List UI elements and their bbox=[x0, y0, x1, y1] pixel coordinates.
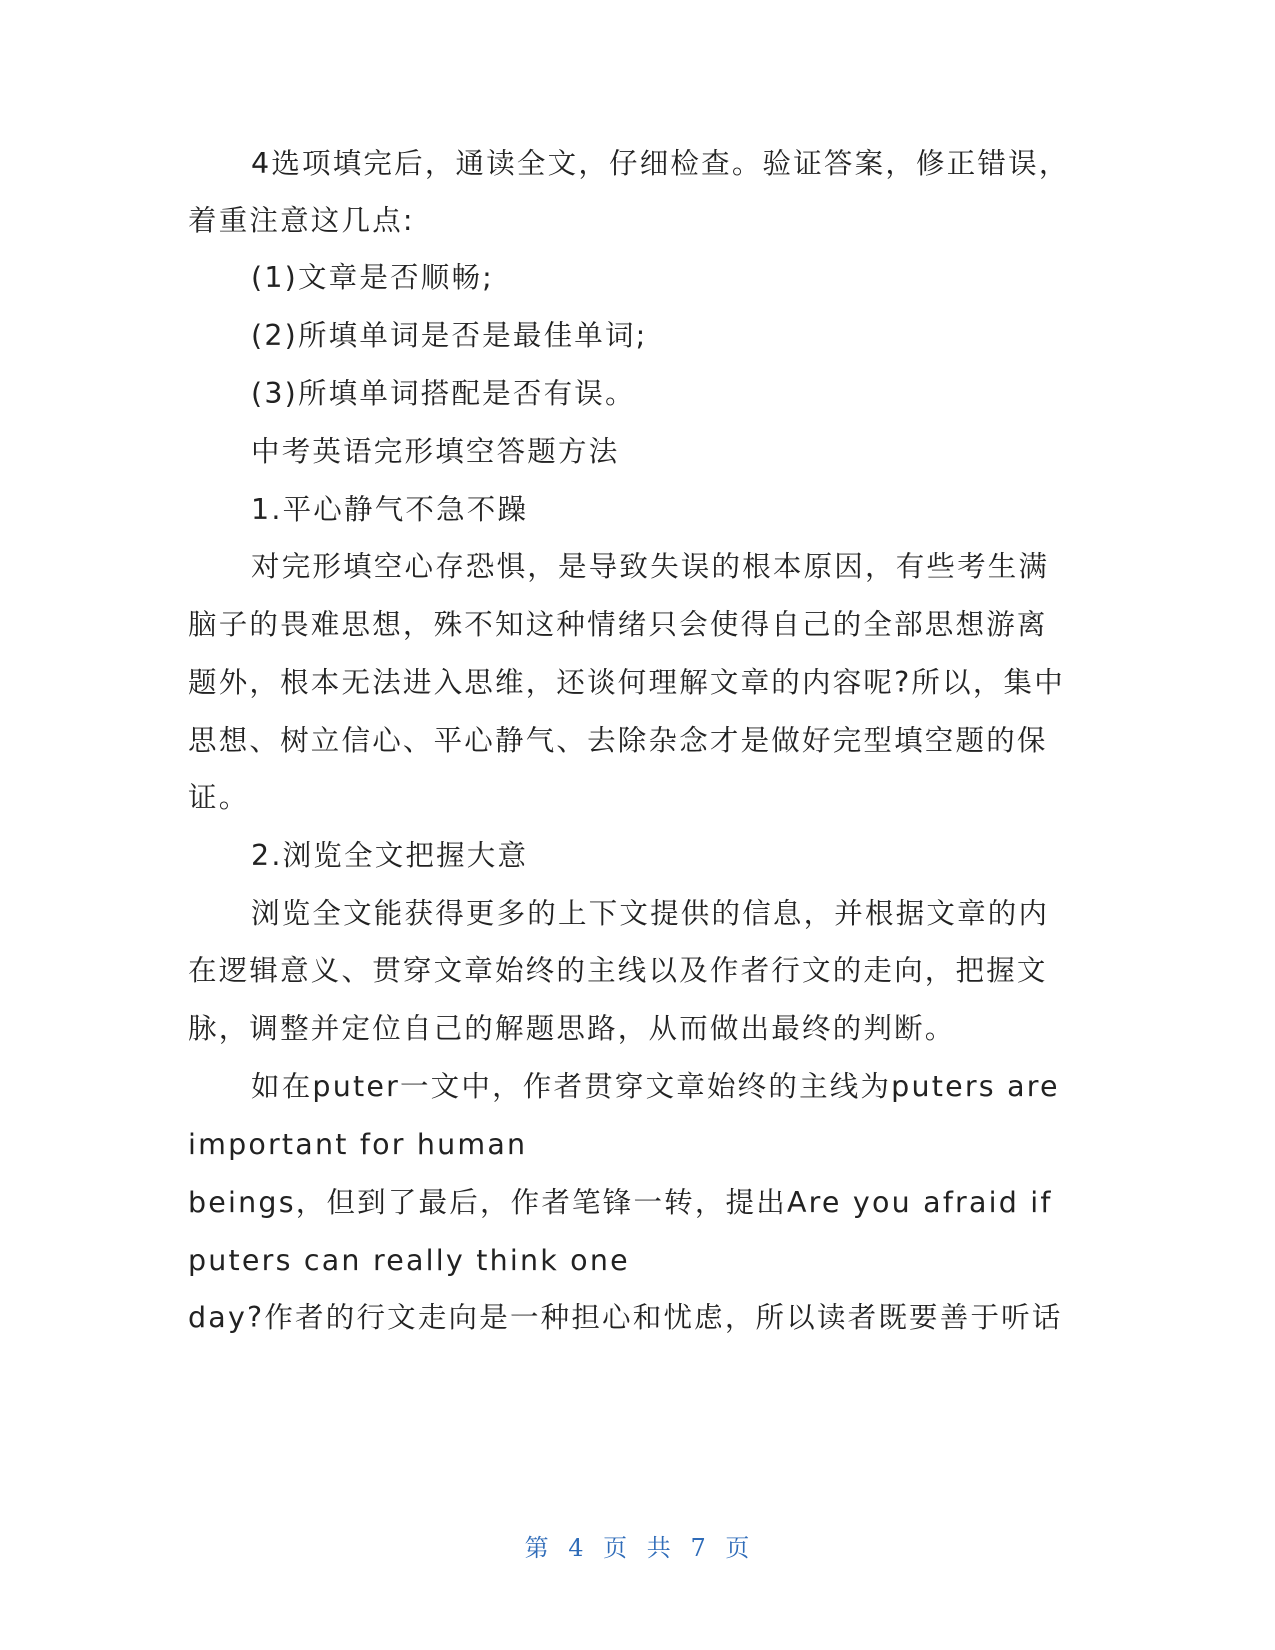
list-item: (3)所填单词搭配是否有误。 bbox=[251, 377, 636, 410]
paragraph-line: 题外，根本无法进入思维，还谈何理解文章的内容呢?所以，集中 bbox=[188, 666, 1065, 699]
paragraph-line: 浏览全文能获得更多的上下文提供的信息，并根据文章的内 bbox=[251, 897, 1050, 930]
paragraph-line: 思想、树立信心、平心静气、去除杂念才是做好完型填空题的保 bbox=[188, 724, 1048, 757]
paragraph-line: 着重注意这几点: bbox=[188, 204, 415, 237]
page-number-footer: 第 4 页 共 7 页 bbox=[524, 1534, 751, 1562]
paragraph-line: day?作者的行文走向是一种担心和忧虑，所以读者既要善于听话 bbox=[188, 1301, 1063, 1334]
paragraph-line: 如在puter一文中，作者贯穿文章始终的主线为puters are bbox=[251, 1070, 1060, 1103]
list-item: (1)文章是否顺畅; bbox=[251, 261, 494, 294]
list-item: (2)所填单词是否是最佳单词; bbox=[251, 319, 648, 352]
paragraph-line: 证。 bbox=[188, 781, 250, 814]
section-heading: 中考英语完形填空答题方法 bbox=[251, 435, 620, 468]
paragraph-line: 对完形填空心存恐惧，是导致失误的根本原因，有些考生满 bbox=[251, 550, 1050, 583]
paragraph-line: 脉，调整并定位自己的解题思路，从而做出最终的判断。 bbox=[188, 1012, 956, 1045]
paragraph-line: 在逻辑意义、贯穿文章始终的主线以及作者行文的走向，把握文 bbox=[188, 954, 1048, 987]
paragraph-line: beings，但到了最后，作者笔锋一转，提出Are you afraid if bbox=[188, 1186, 1053, 1219]
subheading: 2.浏览全文把握大意 bbox=[251, 839, 529, 872]
paragraph-line: important for human bbox=[188, 1128, 528, 1161]
subheading: 1.平心静气不急不躁 bbox=[251, 493, 529, 526]
paragraph-line: puters can really think one bbox=[188, 1244, 630, 1277]
paragraph-line: 4选项填完后，通读全文，仔细检查。验证答案，修正错误， bbox=[251, 147, 1070, 180]
paragraph-line: 脑子的畏难思想，殊不知这种情绪只会使得自己的全部思想游离 bbox=[188, 608, 1048, 641]
